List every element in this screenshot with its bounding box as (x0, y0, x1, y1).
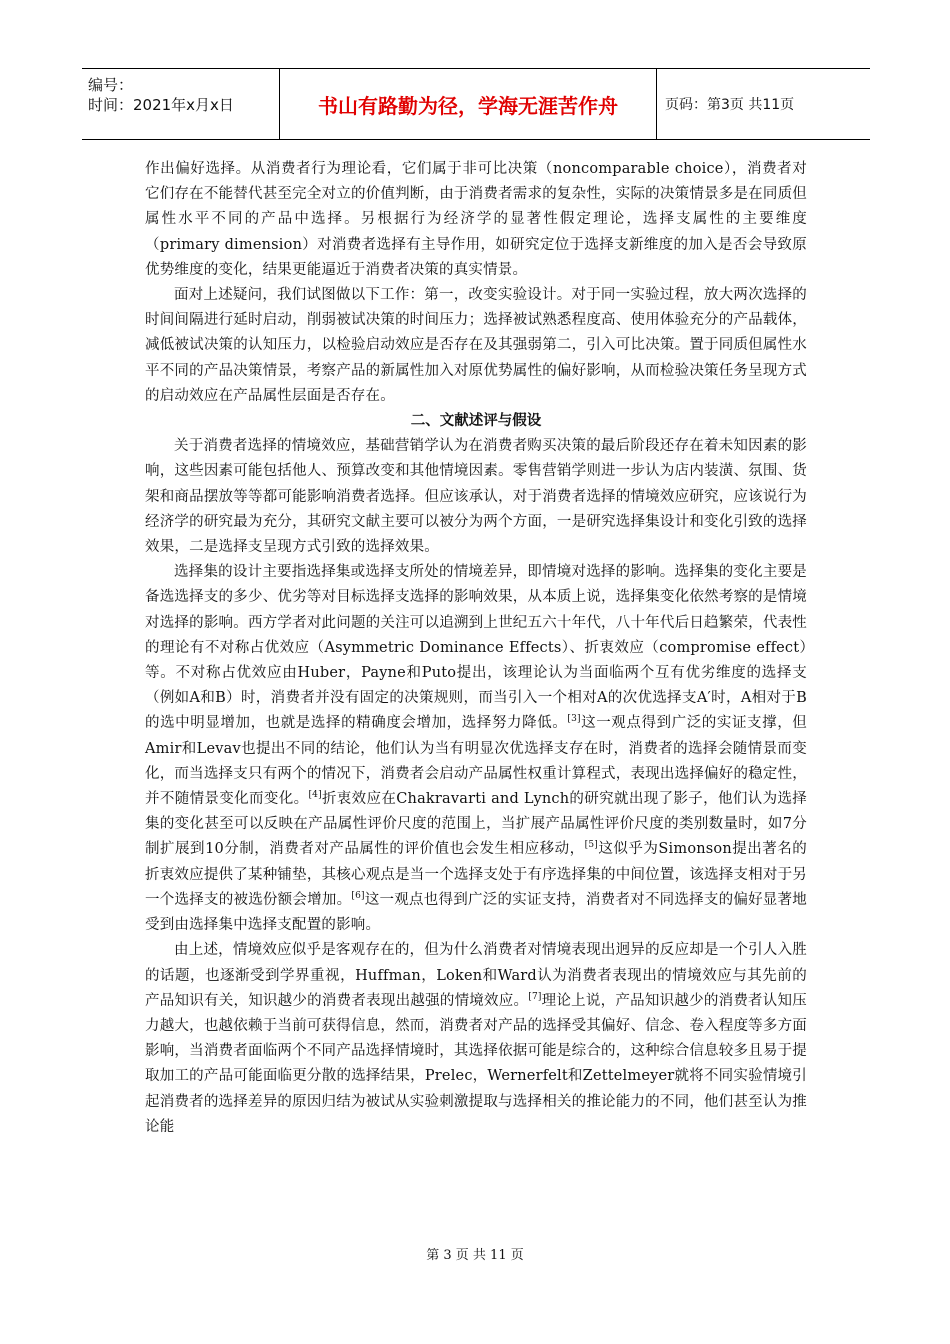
paragraph-4 (145, 560, 807, 938)
paragraph-1: 作出偏好选择。从消费者行为理论看，它们属于非可比决策（noncomparable choice），消费者对它们存在不能替代甚至完全对立的价值判断，由于消费者需求的复杂性，实际的决策情景多是在同质但属性水平不同的产品中选择。另根据行为经济学的显著性假定理论，选择支属性的主要维度（primary dimension）对消费者选择有主导作用，如研究定位于选择支新维度的加入是否会导致原优势维度的变化，结果更能逼近于消费者决策的真实情景。 (145, 161, 807, 278)
citation-4: [4] (308, 790, 322, 801)
header-page-info: 页码：第3页 共11页 (665, 97, 795, 113)
paragraph-4-part-d: 这似乎为Simonson提出著名的折衷效应提供了某种铺垫，其核心观点是当一个选择支处于有序选择集的中间位置，该选择支相对于另一个选择支的被选份额会增加。 (145, 841, 807, 908)
document-time-label: 时间：2021年x月x日 (88, 96, 234, 114)
document-number-label: 编号： (88, 76, 134, 94)
header-meta (82, 69, 280, 139)
section-title: 二、文献述评与假设 (410, 413, 542, 430)
paragraph-5 (145, 938, 807, 1140)
paragraph-4-part-b: 这一观点得到广泛的实证支撑，但Amir和Levav也提出不同的结论，他们认为当有明显次优选择支存在时，消费者的选择会随情景而变化，而当选择支只有两个的情况下，消费者会启动产品属性权重计算程式，表现出选择偏好的稳定性，并不随情景变化而变化。 (145, 715, 807, 808)
paragraph-5-part-a: 由上述，情境效应似乎是客观存在的，但为什么消费者对情境表现出迥异的反应却是一个引人入胜的话题，也逐渐受到学界重视，Huffman，Loken和Ward认为消费者表现出的情境效应与其先前的产品知识有关，知识越少的消费者表现出越强的情境效应。 (145, 942, 807, 1009)
document-body (145, 157, 807, 1140)
page-footer: 第 3 页 共 11 页 (426, 1248, 524, 1263)
citation-7: [7] (528, 991, 542, 1002)
paragraph-4-part-a: 选择集的设计主要指选择集或选择支所处的情境差异，即情境对选择的影响。选择集的变化主要是备选选择支的多少、优劣等对目标选择支选择的影响效果，从本质上说，选择集变化依然考察的是情境对选择的影响。西方学者对此问题的关注可以追溯到上世纪五六十年代，八十年代后日趋繁荣，代表性的理论有不对称占优效应（Asymmetric Dominance Effects）、折衷效应（compromise effect）等。不对称占优效应由Huber，Payne和Puto提出，该理论认为当面临两个互有优劣维度的选择支（例如A和B）时，消费者并没有固定的决策规则，而当引入一个相对A的次优选择支A′时，A相对于B的选中明显增加，也就是选择的精确度会增加，选择努力降低。 (145, 564, 807, 732)
paragraph-5-part-b: 理论上说，产品知识越少的消费者认知压力越大，也越依赖于当前可获得信息，然而，消费者对产品的选择受其偏好、信念、卷入程度等多方面影响，当消费者面临两个不同产品选择情境时，其选择依据可能是综合的，这种综合信息较多且易于提取加工的产品可能面临更分散的选择结果，Prelec，Wernerfelt和Zettelmeyer就将不同实验情境引起消费者的选择差异的原因归结为被试从实验刺激提取与选择相关的推论能力的不同，他们甚至认为推论能 (145, 992, 807, 1135)
citation-6: [6] (351, 891, 365, 902)
paragraph-4-part-c: 折衷效应在Chakravarti and Lynch的研究就出现了影子，他们认为选择集的变化甚至可以反映在产品属性评价尺度的范围上，当扩展产品属性评价尺度的类别数量时，如7分制扩展到10分制，消费者对产品属性的评价值也会发生相应移动， (145, 791, 807, 858)
paragraph-2: 面对上述疑问，我们试图做以下工作：第一，改变实验设计。对于同一实验过程，放大两次选择的时间间隔进行延时启动，削弱被试决策的时间压力；选择被试熟悉程度高、使用体验充分的产品载体，减低被试决策的认知压力，以检验启动效应是否存在及其强弱第二，引入可比决策。置于同质但属性水平不同的产品决策情景，考察产品的新属性加入对原优势属性的偏好影响，从而检验决策任务呈现方式的启动效应在产品属性层面是否存在。 (145, 287, 807, 404)
page-header (82, 68, 870, 140)
citation-5: [5] (584, 840, 599, 851)
citation-3: [3] (567, 714, 581, 725)
paragraph-3: 关于消费者选择的情境效应，基础营销学认为在消费者购买决策的最后阶段还存在着未知因素的影响，这些因素可能包括他人、预算改变和其他情境因素。零售营销学则进一步认为店内装潢、氛围、货架和商品摆放等等都可能影响消费者选择。但应该承认，对于消费者选择的情境效应研究，应该说行为经济学的研究最为充分，其研究文献主要可以被分为两个方面，一是研究选择集设计和变化引致的选择效果，二是选择支呈现方式引致的选择效果。 (145, 438, 807, 556)
header-motto: 书山有路勤为径，学海无涯苦作舟 (280, 69, 657, 139)
paragraph-4-part-e: 这一观点也得到广泛的实证支持，消费者对不同选择支的偏好显著地受到由选择集中选择支配置的影响。 (145, 891, 807, 934)
